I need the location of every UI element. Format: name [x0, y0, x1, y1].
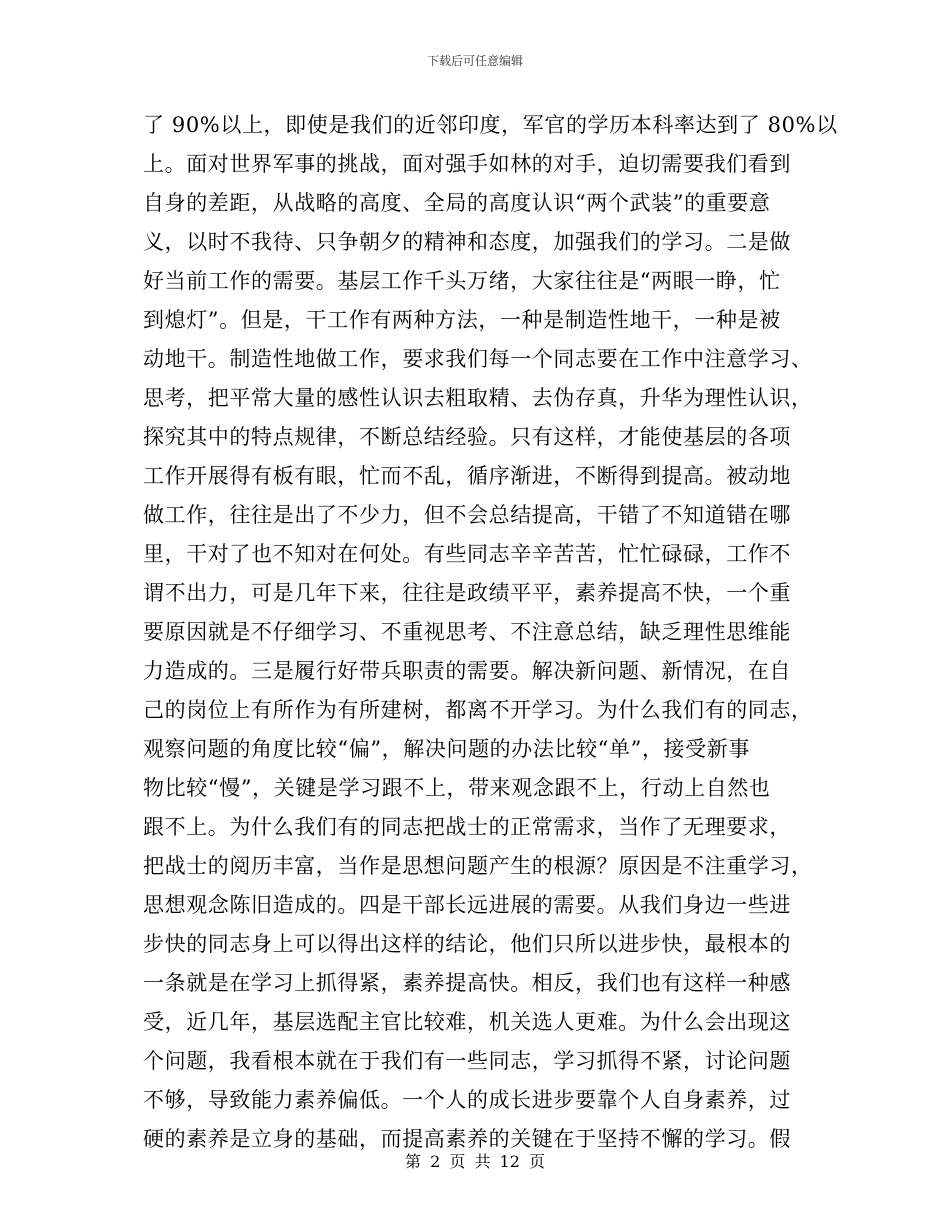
- body-line: 要原因就是不仔细学习、不重视思考、不注意总结，缺乏理性思维能: [143, 620, 791, 644]
- body-line: 自身的差距，从战略的高度、全局的高度认识“两个武装”的重要意: [143, 191, 771, 215]
- body-line: 义，以时不我待、只争朝夕的精神和态度，加强我们的学习。二是做: [143, 230, 791, 254]
- body-line: 探究其中的特点规律，不断总结经验。只有这样，才能使基层的各项: [143, 425, 791, 449]
- body-line: 好当前工作的需要。基层工作千头万绪，大家往往是“两眼一睁，忙: [143, 269, 781, 293]
- body-line: 硬的素养是立身的基础，而提高素养的关键在于坚持不懈的学习。假: [143, 1127, 791, 1151]
- document-body: [143, 106, 838, 1159]
- body-line: 里，干对了也不知对在何处。有些同志辛辛苦苦，忙忙碌碌，工作不: [143, 542, 791, 566]
- body-line: 做工作，往往是出了不少力，但不会总结提高，干错了不知道错在哪: [143, 503, 791, 527]
- body-line: 己的岗位上有所作为有所建树，都离不开学习。为什么我们有的同志，: [143, 698, 813, 722]
- body-line: 一条就是在学习上抓得紧，素养提高快。相反，我们也有这样一种感: [143, 971, 791, 995]
- body-line: 了 90%以上，即使是我们的近邻印度，军官的学历本科率达到了 80%以: [143, 113, 838, 137]
- body-line: 物比较“慢”，关键是学习跟不上，带来观念跟不上，行动上自然也: [143, 776, 771, 800]
- body-line: 思考，把平常大量的感性认识去粗取精、去伪存真，升华为理性认识，: [143, 386, 813, 410]
- body-line: 步快的同志身上可以得出这样的结论，他们只所以进步快，最根本的: [143, 932, 791, 956]
- body-line: 受，近几年，基层选配主官比较难，机关选人更难。为什么会出现这: [143, 1010, 791, 1034]
- page-number-footer: 第 2 页 共 12 页: [405, 1152, 545, 1171]
- body-line: 工作开展得有板有眼，忙而不乱，循序渐进，不断得到提高。被动地: [143, 464, 791, 488]
- body-line: 不够，导致能力素养偏低。一个人的成长进步要靠个人自身素养，过: [143, 1088, 791, 1112]
- body-line: 上。面对世界军事的挑战，面对强手如林的对手，迫切需要我们看到: [143, 152, 791, 176]
- body-line: 谓不出力，可是几年下来，往往是政绩平平，素养提高不快，一个重: [143, 581, 791, 605]
- body-line: 到熄灯”。但是，干工作有两种方法，一种是制造性地干，一种是被: [143, 308, 781, 332]
- body-line: 思想观念陈旧造成的。四是干部长远进展的需要。从我们身边一些进: [143, 893, 791, 917]
- body-line: 力造成的。三是履行好带兵职责的需要。解决新问题、新情况，在自: [143, 659, 791, 683]
- page-header: 下载后可任意编辑: [426, 54, 523, 68]
- body-line: 跟不上。为什么我们有的同志把战士的正常需求，当作了无理要求，: [143, 815, 791, 839]
- body-line: 动地干。制造性地做工作，要求我们每一个同志要在工作中注意学习、: [143, 347, 813, 371]
- body-line: 观察问题的角度比较“偏”，解决问题的办法比较“单”，接受新事: [143, 737, 750, 761]
- body-line: 个问题，我看根本就在于我们有一些同志，学习抓得不紧，讨论问题: [143, 1049, 791, 1073]
- body-line: 把战士的阅历丰富，当作是思想问题产生的根源？原因是不注重学习，: [143, 854, 813, 878]
